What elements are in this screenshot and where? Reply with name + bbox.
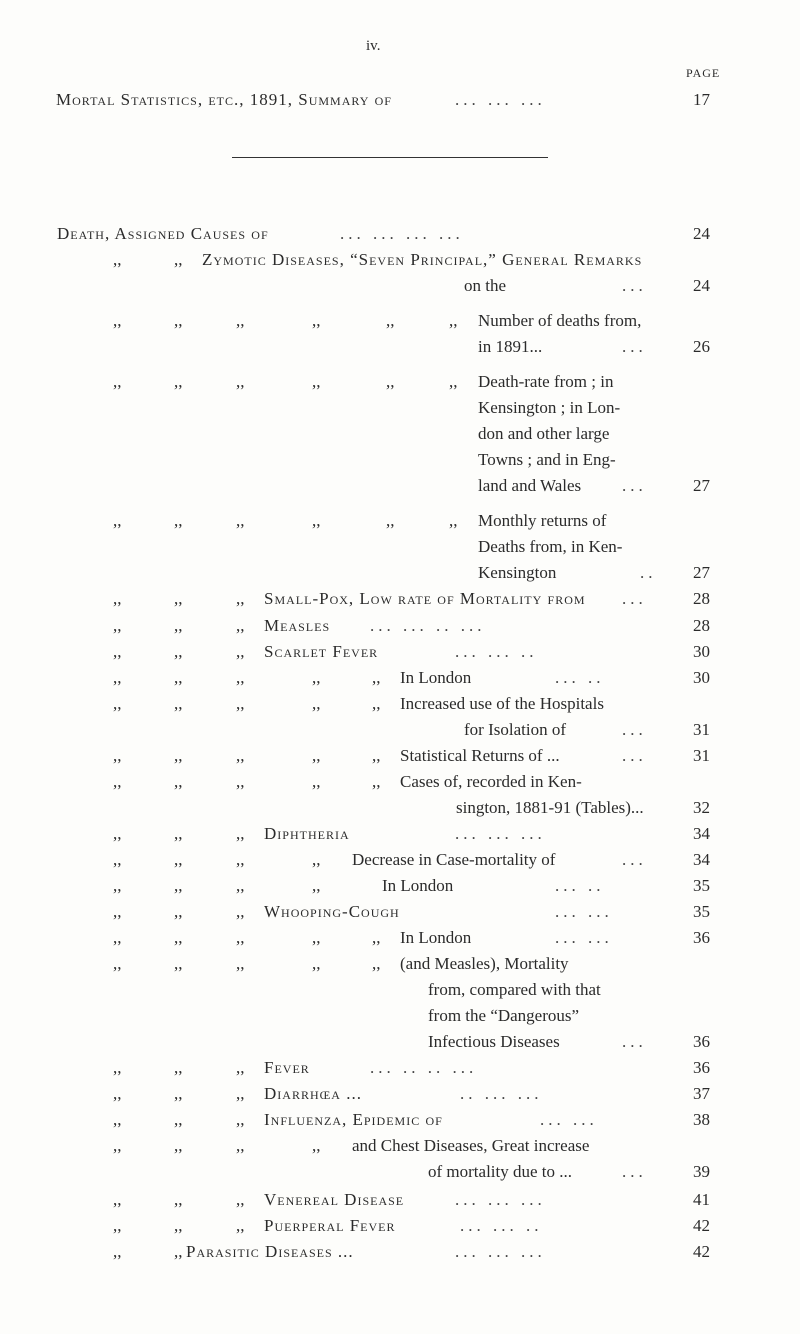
entry-whooping-london-dots: ... ... [555, 928, 613, 947]
entry-whooping-page: 35 [693, 902, 710, 921]
ditto-mark: ,, [449, 372, 458, 391]
entry-diphtheria-text: Diphtheria [264, 824, 350, 843]
entry-parasitic-text: Parasitic Diseases ... [186, 1242, 354, 1261]
ditto-mark: ,, [372, 694, 381, 713]
ditto-mark: ,, [113, 928, 122, 947]
ditto-mark: ,, [386, 372, 395, 391]
ditto-mark: ,, [312, 928, 321, 947]
ditto-mark: ,, [174, 589, 183, 608]
entry-venereal-page: 41 [693, 1190, 710, 1209]
entry-scarlet-london-dots: ... .. [555, 668, 605, 687]
ditto-mark: ,, [236, 642, 245, 661]
entry-diphtheria-dots: ... ... ... [455, 824, 546, 843]
entry-fever-page: 36 [693, 1058, 710, 1077]
ditto-mark: ,, [236, 876, 245, 895]
ditto-mark: ,, [174, 372, 183, 391]
entry-puerperal-text: Puerperal Fever [264, 1216, 396, 1235]
entry-death-page: 24 [693, 224, 710, 243]
ditto-mark: ,, [113, 746, 122, 765]
ditto-mark: ,, [174, 1084, 183, 1103]
ditto-mark: ,, [236, 1110, 245, 1129]
ditto-mark: ,, [312, 954, 321, 973]
entry-deathrate-line4: Towns ; and in Eng- [478, 450, 616, 469]
ditto-mark: ,, [372, 954, 381, 973]
ditto-mark: ,, [174, 311, 183, 330]
page-column-label: PAGE [686, 66, 721, 80]
entry-diph-london-dots: ... .. [555, 876, 605, 895]
entry-whooping-london-text: In London [400, 928, 472, 947]
entry-venereal-text: Venereal Disease [264, 1190, 405, 1209]
entry-diph-decrease-page: 34 [693, 850, 710, 869]
entry-measles-text: Measles [264, 616, 331, 635]
ditto-mark: ,, [174, 876, 183, 895]
ditto-mark: ,, [372, 772, 381, 791]
entry-deathrate-line1: Death-rate from ; in [478, 372, 614, 391]
entry-fever-text: Fever [264, 1058, 310, 1077]
ditto-mark: ,, [113, 876, 122, 895]
ditto-mark: ,, [113, 694, 122, 713]
entry-whooping-measles-line4: Infectious Diseases [428, 1032, 560, 1051]
ditto-mark: ,, [174, 902, 183, 921]
ditto-mark: ,, [312, 511, 321, 530]
ditto-mark: ,, [236, 1136, 245, 1155]
entry-scarlet-hospitals-line1: Increased use of the Hospitals [400, 694, 604, 713]
entry-scarlet-hospitals-line2: for Isolation of [464, 720, 566, 739]
ditto-mark: ,, [312, 694, 321, 713]
ditto-mark: ,, [174, 772, 183, 791]
entry-smallpox-page: 28 [693, 589, 710, 608]
entry-scarlet-cases-page: 32 [693, 798, 710, 817]
ditto-mark: ,, [236, 772, 245, 791]
ditto-mark: ,, [113, 511, 122, 530]
ditto-mark: ,, [174, 928, 183, 947]
entry-monthly-dots: .. [640, 563, 657, 582]
entry-puerperal-dots: ... ... .. [460, 1216, 543, 1235]
ditto-mark: ,, [113, 1216, 122, 1235]
entry-diph-decrease-dots: ... [622, 850, 647, 869]
entry-parasitic-dots: ... ... ... [455, 1242, 546, 1261]
ditto-mark: ,, [113, 668, 122, 687]
entry-number-line1: Number of deaths from, [478, 311, 642, 330]
entry-whooping-measles-page: 36 [693, 1032, 710, 1051]
entry-zymotic-line1: Zymotic Diseases, “Seven Principal,” General Remarks [202, 250, 643, 269]
ditto-mark: ,, [236, 1216, 245, 1235]
ditto-mark: ,, [174, 1110, 183, 1129]
entry-scarlet-stats-text: Statistical Returns of ... [400, 746, 560, 765]
ditto-mark: ,, [113, 589, 122, 608]
ditto-mark: ,, [312, 372, 321, 391]
entry-zymotic-page: 24 [693, 276, 710, 295]
ditto-mark: ,, [174, 1216, 183, 1235]
ditto-mark: ,, [113, 1110, 122, 1129]
ditto-mark: ,, [113, 372, 122, 391]
ditto-mark: ,, [236, 589, 245, 608]
ditto-mark: ,, [312, 772, 321, 791]
ditto-mark: ,, [113, 1136, 122, 1155]
ditto-mark: ,, [113, 824, 122, 843]
entry-number-dots: ... [622, 337, 647, 356]
ditto-mark: ,, [236, 1058, 245, 1077]
entry-whooping-measles-dots: ... [622, 1032, 647, 1051]
entry-whooping-measles-line2: from, compared with that [428, 980, 601, 999]
entry-scarlet-cases-line1: Cases of, recorded in Ken- [400, 772, 582, 791]
ditto-mark: ,, [236, 311, 245, 330]
ditto-mark: ,, [372, 746, 381, 765]
entry-diarrhoea-dots: .. ... ... [460, 1084, 543, 1103]
page-numeral: iv. [366, 38, 381, 54]
entry-whooping-text: Whooping-Cough [264, 902, 400, 921]
entry-whooping-measles-line1: (and Measles), Mortality [400, 954, 569, 973]
entry-influenza-chest-page: 39 [693, 1162, 710, 1181]
divider-rule [232, 157, 548, 158]
ditto-mark: ,, [113, 250, 122, 269]
entry-zymotic-dots: ... [622, 276, 647, 295]
ditto-mark: ,, [312, 311, 321, 330]
entry-scarlet-dots: ... ... .. [455, 642, 538, 661]
entry-smallpox-text: Small-Pox, Low rate of Mortality from [264, 589, 586, 608]
ditto-mark: ,, [174, 1058, 183, 1077]
ditto-mark: ,, [236, 694, 245, 713]
entry-influenza-chest-line1: and Chest Diseases, Great increase [352, 1136, 590, 1155]
entry-whooping-measles-line3: from the “Dangerous” [428, 1006, 580, 1025]
ditto-mark: ,, [174, 850, 183, 869]
ditto-mark: ,, [312, 668, 321, 687]
entry-smallpox-dots: ... [622, 589, 647, 608]
entry-death-text: Death, Assigned Causes of [57, 224, 269, 243]
entry-scarlet-london-text: In London [400, 668, 472, 687]
entry-number-page: 26 [693, 337, 710, 356]
ditto-mark: ,, [449, 311, 458, 330]
ditto-mark: ,, [236, 372, 245, 391]
ditto-mark: ,, [113, 1058, 122, 1077]
entry-scarlet-stats-page: 31 [693, 746, 710, 765]
ditto-mark: ,, [113, 1242, 122, 1261]
ditto-mark: ,, [113, 616, 122, 635]
entry-death-dots: ... ... ... ... [340, 224, 464, 243]
ditto-mark: ,, [174, 1136, 183, 1155]
entry-scarlet-stats-dots: ... [622, 746, 647, 765]
entry-influenza-page: 38 [693, 1110, 710, 1129]
ditto-mark: ,, [236, 1190, 245, 1209]
entry-scarlet-london-page: 30 [693, 668, 710, 687]
entry-fever-dots: ... .. .. ... [370, 1058, 478, 1077]
entry-whooping-dots: ... ... [555, 902, 613, 921]
summary-entry-text: Mortal Statistics, etc., 1891, Summary of [56, 90, 392, 109]
ditto-mark: ,, [174, 824, 183, 843]
ditto-mark: ,, [113, 311, 122, 330]
ditto-mark: ,, [236, 668, 245, 687]
ditto-mark: ,, [236, 928, 245, 947]
entry-scarlet-page: 30 [693, 642, 710, 661]
ditto-mark: ,, [236, 954, 245, 973]
ditto-mark: ,, [113, 902, 122, 921]
ditto-mark: ,, [174, 668, 183, 687]
ditto-mark: ,, [312, 876, 321, 895]
ditto-mark: ,, [174, 954, 183, 973]
entry-monthly-line3: Kensington [478, 563, 557, 582]
entry-deathrate-dots: ... [622, 476, 647, 495]
entry-deathrate-line5: land and Wales [478, 476, 582, 495]
ditto-mark: ,, [113, 850, 122, 869]
ditto-mark: ,, [312, 1136, 321, 1155]
ditto-mark: ,, [236, 746, 245, 765]
ditto-mark: ,, [236, 616, 245, 635]
entry-monthly-page: 27 [693, 563, 710, 582]
entry-influenza-chest-dots: ... [622, 1162, 647, 1181]
ditto-mark: ,, [236, 511, 245, 530]
ditto-mark: ,, [113, 1190, 122, 1209]
summary-entry-page: 17 [693, 90, 710, 109]
entry-diarrhoea-page: 37 [693, 1084, 710, 1103]
entry-deathrate-page: 27 [693, 476, 710, 495]
ditto-mark: ,, [386, 511, 395, 530]
entry-number-line2: in 1891... [478, 337, 543, 356]
ditto-mark: ,, [236, 824, 245, 843]
ditto-mark: ,, [236, 1084, 245, 1103]
summary-entry-dots: ... ... ... [455, 90, 546, 109]
entry-influenza-chest-line2: of mortality due to ... [428, 1162, 573, 1181]
entry-deathrate-line2: Kensington ; in Lon- [478, 398, 621, 417]
ditto-mark: ,, [174, 616, 183, 635]
entry-measles-dots: ... ... .. ... [370, 616, 486, 635]
ditto-mark: ,, [174, 746, 183, 765]
ditto-mark: ,, [174, 250, 183, 269]
entry-parasitic-page: 42 [693, 1242, 710, 1261]
ditto-mark: ,, [372, 928, 381, 947]
ditto-mark: ,, [174, 511, 183, 530]
ditto-mark: ,, [174, 642, 183, 661]
entry-diph-london-text: In London [382, 876, 454, 895]
entry-scarlet-hospitals-dots: ... [622, 720, 647, 739]
ditto-mark: ,, [174, 1190, 183, 1209]
ditto-mark: ,, [372, 668, 381, 687]
entry-monthly-line1: Monthly returns of [478, 511, 607, 530]
ditto-mark: ,, [312, 746, 321, 765]
entry-diarrhoea-text: Diarrhœa ... [264, 1084, 362, 1103]
ditto-mark: ,, [386, 311, 395, 330]
entry-monthly-line2: Deaths from, in Ken- [478, 537, 623, 556]
ditto-mark: ,, [174, 1242, 183, 1261]
entry-scarlet-cases-line2: sington, 1881-91 (Tables)... [456, 798, 644, 817]
ditto-mark: ,, [113, 1084, 122, 1103]
entry-diphtheria-page: 34 [693, 824, 710, 843]
ditto-mark: ,, [449, 511, 458, 530]
ditto-mark: ,, [312, 850, 321, 869]
entry-scarlet-text: Scarlet Fever [264, 642, 379, 661]
entry-deathrate-line3: don and other large [478, 424, 610, 443]
ditto-mark: ,, [113, 954, 122, 973]
entry-influenza-text: Influenza, Epidemic of [264, 1110, 443, 1129]
entry-influenza-dots: ... ... [540, 1110, 598, 1129]
entry-diph-decrease-text: Decrease in Case-mortality of [352, 850, 556, 869]
entry-puerperal-page: 42 [693, 1216, 710, 1235]
entry-measles-page: 28 [693, 616, 710, 635]
entry-scarlet-hospitals-page: 31 [693, 720, 710, 739]
entry-venereal-dots: ... ... ... [455, 1190, 546, 1209]
ditto-mark: ,, [236, 902, 245, 921]
ditto-mark: ,, [113, 772, 122, 791]
ditto-mark: ,, [174, 694, 183, 713]
entry-whooping-london-page: 36 [693, 928, 710, 947]
ditto-mark: ,, [113, 642, 122, 661]
entry-diph-london-page: 35 [693, 876, 710, 895]
entry-zymotic-line2: on the [464, 276, 507, 295]
ditto-mark: ,, [236, 850, 245, 869]
